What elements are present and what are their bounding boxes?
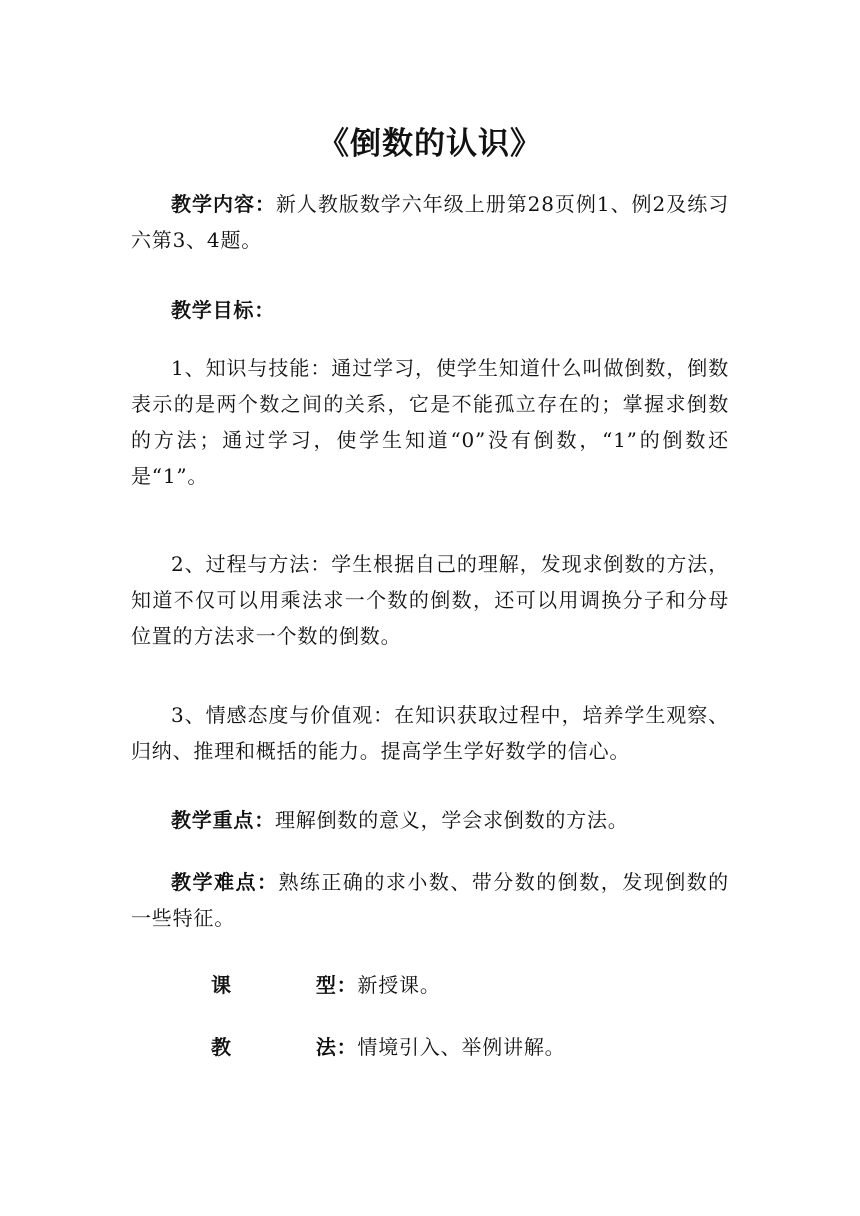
lesson-type-label-b: 型： — [315, 973, 358, 997]
teaching-goals-heading — [131, 292, 729, 328]
teaching-goals-label: 教学目标： — [171, 298, 275, 322]
goal-process-text: 学生根据自己的理解，发现求倒数的方法，知道不仅可以用乘法求一个数的倒数，还可以用调换分子和分母位置的方法求一个数的倒数。 — [131, 552, 730, 648]
document-title: 《倒数的认识》 — [318, 126, 542, 162]
goal-knowledge-label: 1、知识与技能： — [171, 356, 332, 380]
teaching-method-label-a: 教 — [211, 1035, 232, 1059]
teaching-method-label-b: 法： — [315, 1035, 358, 1059]
goal-knowledge-paragraph — [131, 350, 729, 494]
lesson-type-paragraph — [131, 967, 729, 1003]
teaching-content-paragraph — [131, 186, 729, 258]
lesson-type-text: 新授课。 — [357, 973, 441, 997]
key-point-label: 教学重点： — [171, 808, 275, 832]
difficulty-paragraph — [131, 864, 729, 936]
goal-knowledge-text: 通过学习，使学生知道什么叫做倒数，倒数表示的是两个数之间的关系，它是不能孤立存在的；掌握求倒数的方法；通过学习，使学生知道“0”没有倒数，“1”的倒数还是“1”。 — [131, 356, 730, 488]
goal-attitude-paragraph — [131, 697, 729, 769]
teaching-method-text: 情境引入、举例讲解。 — [357, 1035, 566, 1059]
difficulty-label: 教学难点： — [171, 870, 279, 894]
lesson-type-label-a: 课 — [211, 973, 232, 997]
difficulty-text: 熟练正确的求小数、带分数的倒数，发现倒数的一些特征。 — [131, 870, 729, 930]
goal-process-label: 2、过程与方法： — [171, 552, 332, 576]
teaching-method-paragraph — [131, 1029, 729, 1065]
goal-attitude-text: 在知识获取过程中，培养学生观察、归纳、推理和概括的能力。提高学生学好数学的信心。 — [131, 703, 729, 763]
teaching-content-label: 教学内容： — [171, 192, 276, 216]
key-point-paragraph — [131, 802, 729, 838]
goal-attitude-label: 3、情感态度与价值观： — [171, 703, 395, 727]
goal-process-paragraph — [131, 546, 729, 654]
teaching-content-text: 新人教版数学六年级上册第28页例1、例2及练习六第3、4题。 — [131, 192, 729, 252]
key-point-text: 理解倒数的意义，学会求倒数的方法。 — [275, 808, 629, 832]
